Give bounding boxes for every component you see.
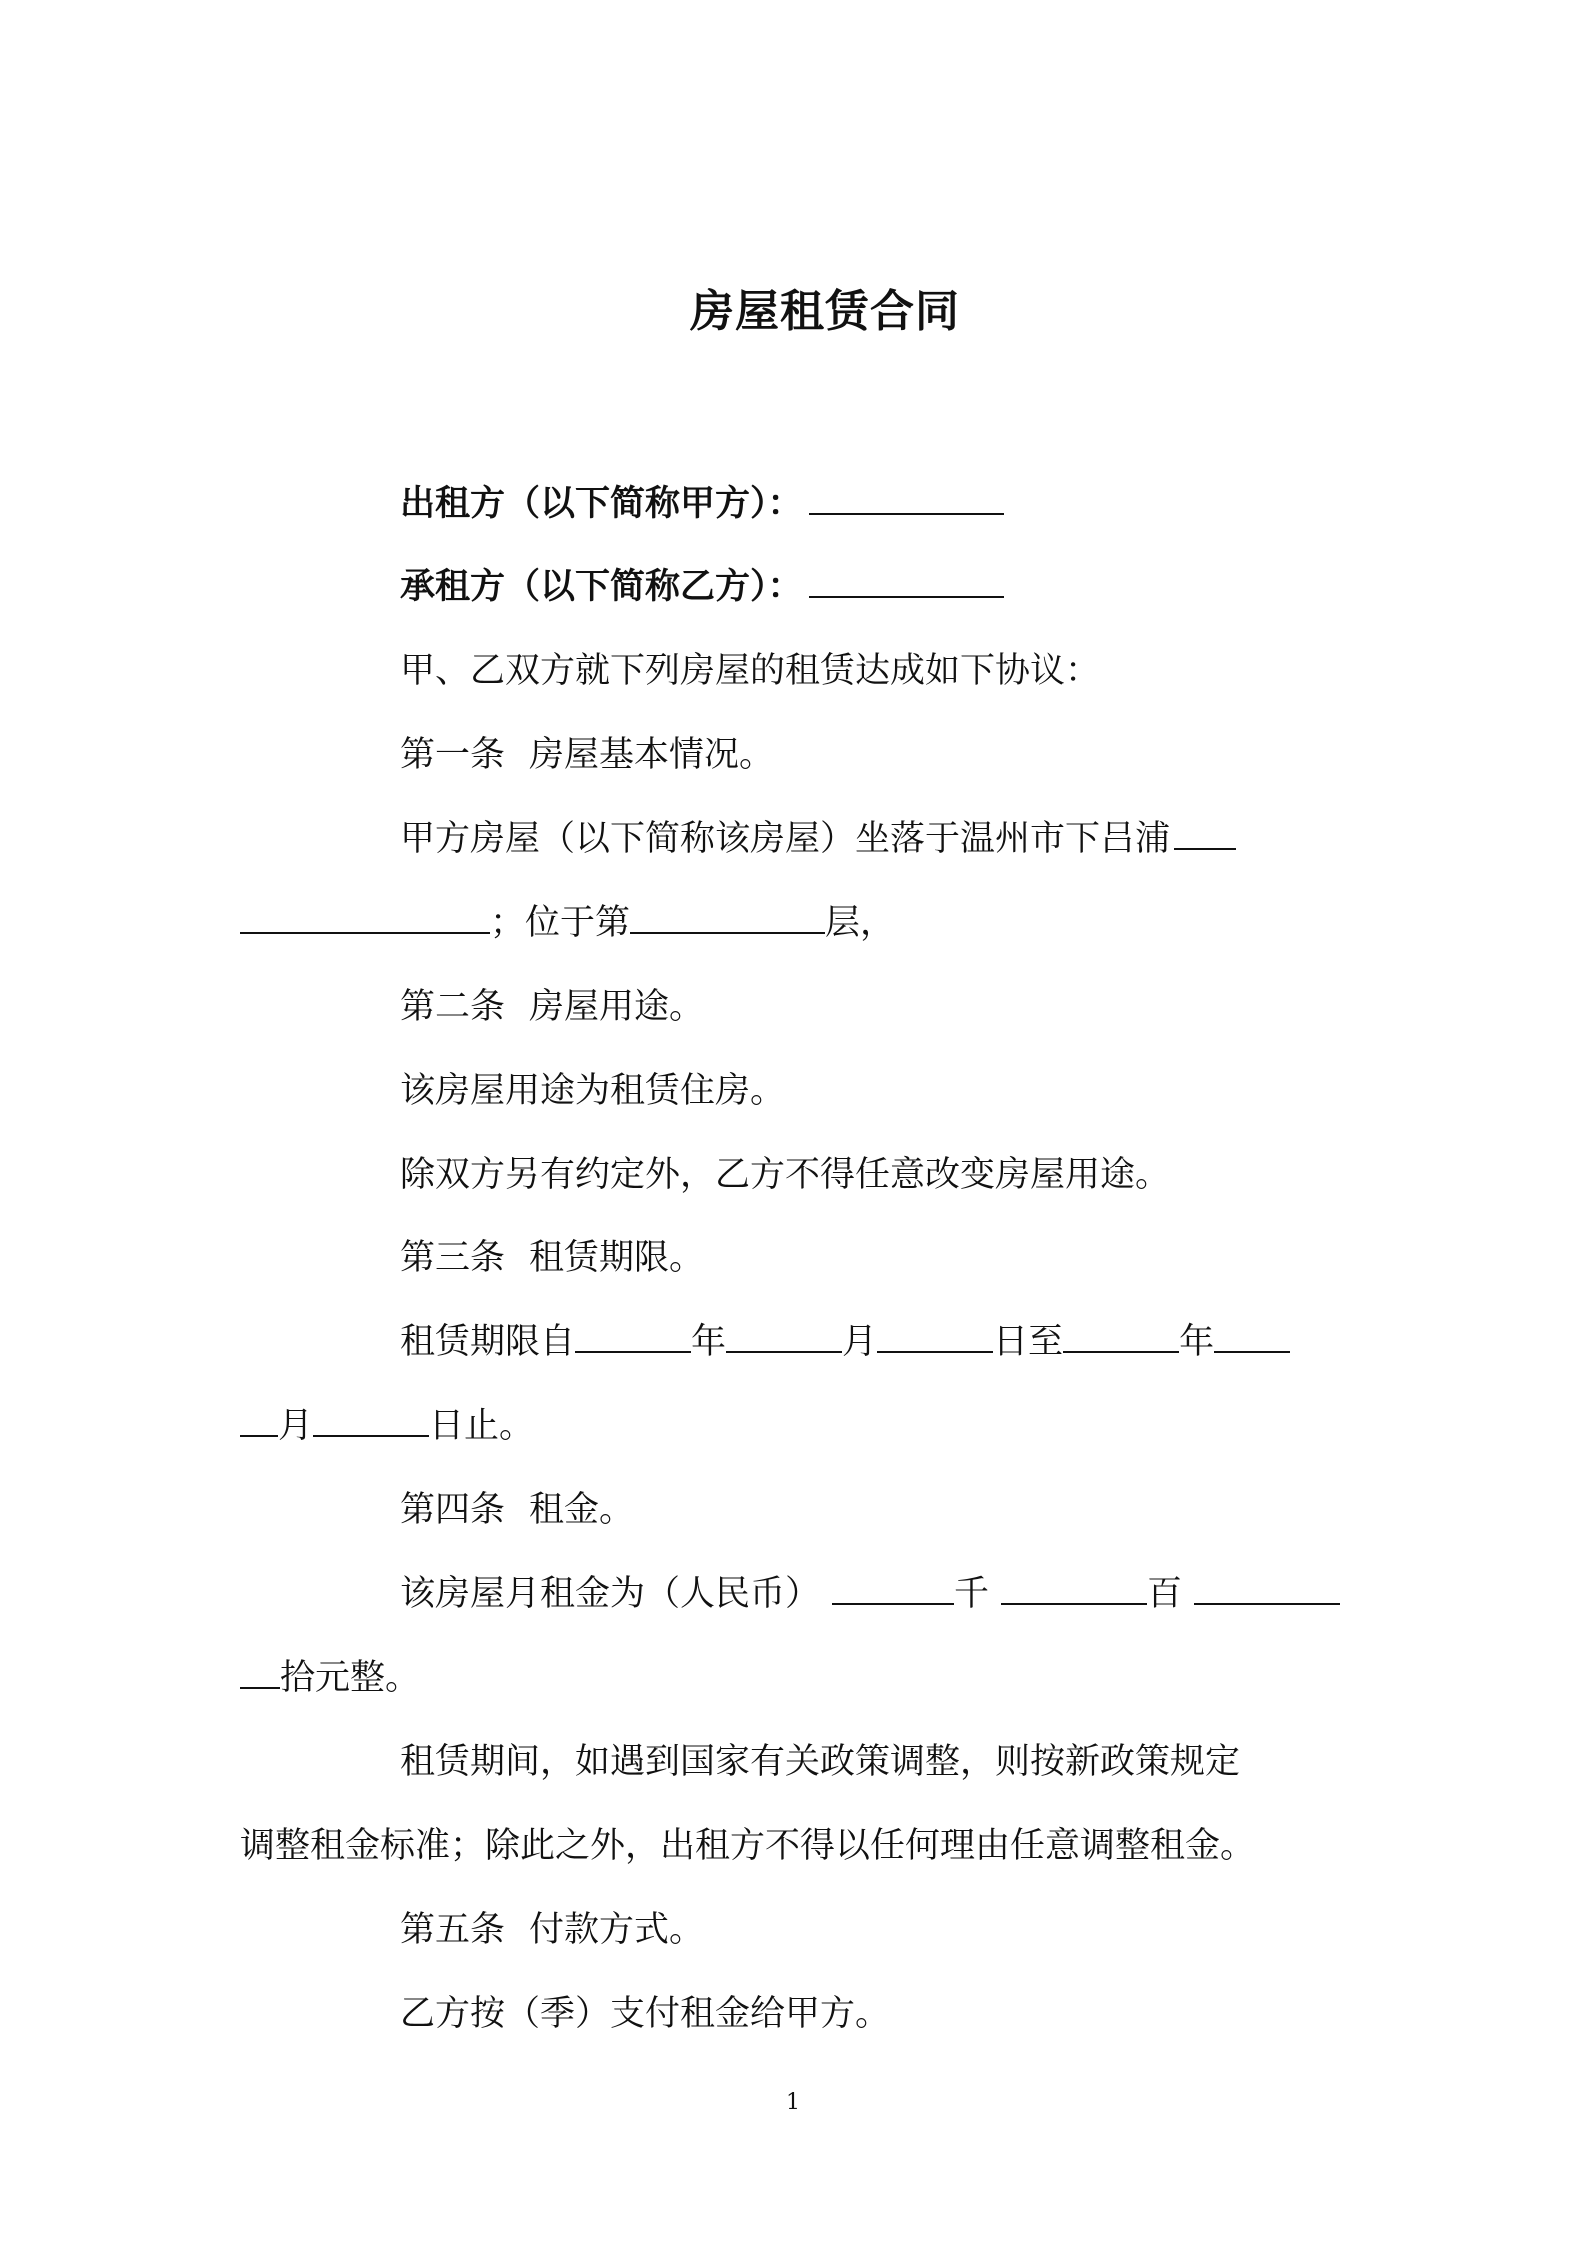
rent-ten-blank[interactable] bbox=[1194, 1573, 1340, 1605]
article-2-number: 第二条 bbox=[400, 987, 506, 1027]
start-year-blank[interactable] bbox=[575, 1321, 691, 1353]
lessee-blank[interactable] bbox=[809, 566, 1004, 598]
end-year-label: 年 bbox=[1179, 1322, 1215, 1362]
term-prefix: 租赁期限自 bbox=[400, 1322, 576, 1362]
page-number: 1 bbox=[786, 2090, 800, 2115]
lessor-line bbox=[400, 480, 1004, 528]
rent-ten-blank-continued[interactable] bbox=[240, 1657, 280, 1689]
floor-prefix: ；位于第 bbox=[490, 903, 631, 943]
payment-line bbox=[400, 1990, 890, 2038]
article-3-heading bbox=[400, 1234, 704, 1282]
article-2-heading bbox=[400, 983, 704, 1031]
lessee-label: 承租方（以下简称乙方）： bbox=[400, 567, 803, 607]
start-year-label: 年 bbox=[691, 1322, 727, 1362]
address-blank[interactable] bbox=[1174, 818, 1236, 850]
article-5-number: 第五条 bbox=[400, 1910, 506, 1950]
use-text: 该房屋用途为租赁住房。 bbox=[400, 1071, 786, 1111]
end-year-blank[interactable] bbox=[1063, 1321, 1179, 1353]
term-line-2 bbox=[240, 1402, 534, 1450]
article-5-title: 付款方式。 bbox=[529, 1910, 705, 1950]
house-location-line-1 bbox=[400, 815, 1236, 863]
lessor-blank[interactable] bbox=[809, 483, 1004, 515]
rent-hundred-blank[interactable] bbox=[1001, 1573, 1147, 1605]
address-blank-continued[interactable] bbox=[240, 902, 490, 934]
article-4-heading bbox=[400, 1486, 634, 1534]
use-restriction-line bbox=[400, 1151, 1170, 1199]
use-line bbox=[400, 1067, 785, 1115]
lessor-label: 出租方（以下简称甲方）： bbox=[400, 484, 803, 524]
article-5-heading bbox=[400, 1906, 704, 1954]
end-month-blank-continued[interactable] bbox=[240, 1405, 278, 1437]
start-month-blank[interactable] bbox=[726, 1321, 842, 1353]
end-month-label: 月 bbox=[278, 1406, 314, 1446]
floor-suffix: 层， bbox=[825, 903, 896, 943]
day-to-label: 日至 bbox=[993, 1322, 1064, 1362]
article-1-title: 房屋基本情况。 bbox=[529, 735, 775, 775]
house-location-line-2 bbox=[240, 899, 895, 947]
term-line-1 bbox=[400, 1318, 1290, 1366]
intro-line bbox=[400, 647, 1100, 695]
intro-text: 甲、乙双方就下列房屋的租赁达成如下协议： bbox=[400, 651, 1101, 691]
thousand-label: 千 bbox=[954, 1574, 990, 1614]
start-day-blank[interactable] bbox=[877, 1321, 993, 1353]
rent-line-2 bbox=[240, 1654, 420, 1702]
end-month-blank[interactable] bbox=[1214, 1321, 1290, 1353]
lessee-line bbox=[400, 563, 1004, 611]
article-4-title: 租金。 bbox=[529, 1490, 635, 1530]
document-title: 房屋租赁合同 bbox=[690, 286, 960, 337]
article-2-title: 房屋用途。 bbox=[529, 987, 705, 1027]
article-1-heading bbox=[400, 731, 774, 779]
article-3-title: 租赁期限。 bbox=[529, 1238, 705, 1278]
ten-yuan-label: 拾元整。 bbox=[280, 1658, 421, 1698]
hundred-label: 百 bbox=[1147, 1574, 1183, 1614]
floor-blank[interactable] bbox=[630, 902, 825, 934]
rent-adjust-text-2: 调整租金标准；除此之外，出租方不得以任何理由任意调整租金。 bbox=[240, 1826, 1256, 1866]
article-3-number: 第三条 bbox=[400, 1238, 506, 1278]
rent-thousand-blank[interactable] bbox=[832, 1573, 954, 1605]
rent-adjust-text-1: 租赁期间，如遇到国家有关政策调整，则按新政策规定 bbox=[400, 1742, 1241, 1782]
rent-adjust-line-2 bbox=[240, 1822, 1255, 1870]
house-location-text: 甲方房屋（以下简称该房屋）坐落于温州市下吕浦 bbox=[400, 819, 1171, 859]
payment-text: 乙方按（季）支付租金给甲方。 bbox=[400, 1994, 891, 2034]
use-restriction-text: 除双方另有约定外，乙方不得任意改变房屋用途。 bbox=[400, 1155, 1171, 1195]
end-day-blank[interactable] bbox=[313, 1405, 429, 1437]
rent-adjust-line-1 bbox=[400, 1738, 1240, 1786]
day-end-label: 日止。 bbox=[429, 1406, 535, 1446]
article-4-number: 第四条 bbox=[400, 1490, 506, 1530]
rent-line-1 bbox=[400, 1570, 1340, 1618]
article-1-number: 第一条 bbox=[400, 735, 506, 775]
rent-prefix: 该房屋月租金为（人民币） bbox=[400, 1574, 821, 1614]
start-month-label: 月 bbox=[842, 1322, 878, 1362]
